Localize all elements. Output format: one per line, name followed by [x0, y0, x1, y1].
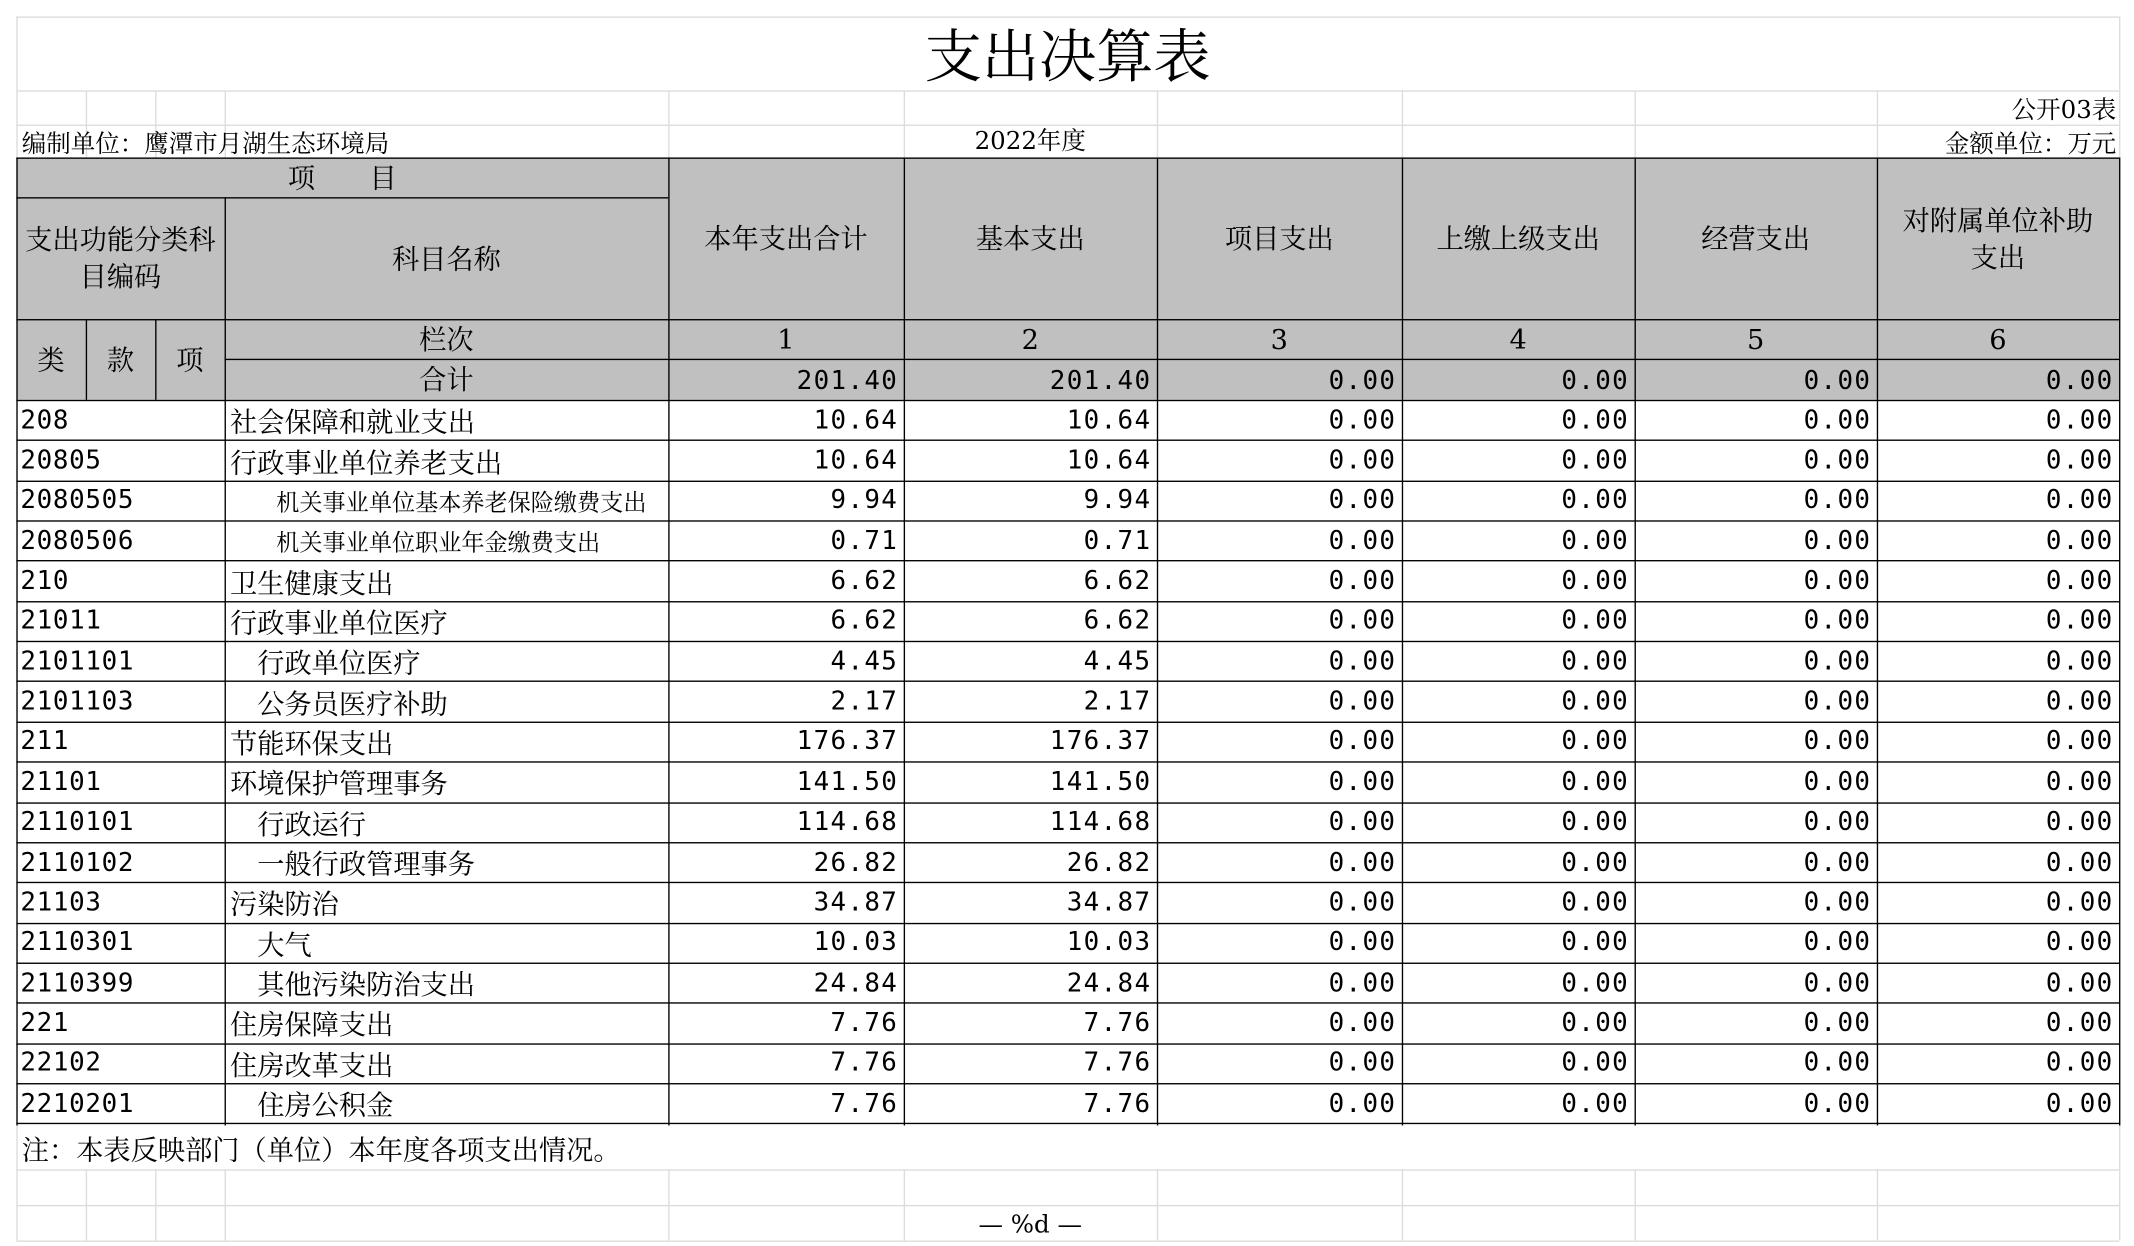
row-value-3: 0.00 — [1328, 806, 1397, 837]
row-subject-name: 污染防治 — [230, 887, 339, 921]
page-number-footer: — %d — — [978, 1209, 1083, 1239]
gridline-v — [155, 1169, 156, 1240]
row-value-2: 176.37 — [1049, 726, 1152, 757]
row-value-1: 141.50 — [796, 766, 899, 797]
row-value-1: 7.76 — [830, 1047, 899, 1078]
row-value-6: 0.00 — [2045, 806, 2114, 837]
row-value-4: 0.00 — [1561, 445, 1630, 476]
row-value-3: 0.00 — [1328, 565, 1397, 596]
row-value-1: 10.64 — [813, 445, 899, 476]
row-value-5: 0.00 — [1803, 967, 1872, 998]
total-value-3: 0.00 — [1328, 364, 1397, 396]
row-value-4: 0.00 — [1561, 766, 1630, 797]
row-value-1: 0.71 — [830, 525, 899, 556]
row-value-1: 10.64 — [813, 404, 899, 435]
gridline-v — [1402, 1169, 1403, 1240]
row-value-5: 0.00 — [1803, 1007, 1872, 1038]
row-value-5: 0.00 — [1803, 565, 1872, 596]
row-value-5: 0.00 — [1803, 404, 1872, 435]
row-value-6: 0.00 — [2045, 605, 2114, 636]
row-value-5: 0.00 — [1803, 887, 1872, 918]
total-label: 合计 — [419, 362, 474, 396]
row-value-3: 0.00 — [1328, 605, 1397, 636]
row-value-5: 0.00 — [1803, 806, 1872, 837]
row-code: 21011 — [20, 605, 102, 636]
gridline-v — [86, 1169, 87, 1240]
row-value-3: 0.00 — [1328, 485, 1397, 516]
row-value-5: 0.00 — [1803, 1047, 1872, 1078]
row-value-2: 34.87 — [1066, 887, 1152, 918]
row-value-4: 0.00 — [1561, 887, 1630, 918]
row-value-6: 0.00 — [2045, 846, 2114, 878]
row-value-6: 0.00 — [2045, 927, 2114, 958]
header-func-code: 支出功能分类科目编码 — [25, 223, 216, 294]
row-value-3: 0.00 — [1328, 686, 1397, 717]
row-value-4: 0.00 — [1561, 645, 1630, 677]
row-value-2: 10.64 — [1066, 445, 1152, 476]
gridline-v — [2119, 90, 2120, 157]
row-value-4: 0.00 — [1561, 605, 1630, 636]
total-value-5: 0.00 — [1803, 364, 1872, 396]
header-xiang: 项 — [176, 342, 204, 376]
row-value-6: 0.00 — [2045, 485, 2114, 516]
row-value-1: 4.45 — [830, 645, 899, 677]
gridline-v — [1635, 90, 1636, 157]
currency-unit: 金额单位：万元 — [1944, 129, 2117, 159]
row-value-1: 24.84 — [813, 967, 899, 998]
row-value-2: 7.76 — [1083, 1007, 1152, 1038]
row-code: 2110101 — [20, 806, 135, 837]
row-subject-name: 机关事业单位职业年金缴费支出 — [276, 530, 601, 558]
total-value-6: 0.00 — [2045, 364, 2114, 396]
gridline-v — [1635, 1169, 1636, 1240]
row-value-2: 6.62 — [1083, 605, 1152, 636]
row-value-2: 26.82 — [1066, 846, 1152, 878]
border-v — [2119, 157, 2120, 1125]
row-value-2: 7.76 — [1083, 1088, 1152, 1119]
form-code: 公开03表 — [2011, 95, 2117, 124]
row-code: 221 — [20, 1007, 70, 1038]
fiscal-year: 2022年度 — [974, 127, 1086, 157]
row-subject-name: 一般行政管理事务 — [257, 847, 475, 881]
gridline-v — [1157, 1169, 1158, 1240]
row-code: 2101103 — [20, 686, 135, 717]
row-subject-name: 住房公积金 — [257, 1088, 394, 1122]
row-subject-name: 机关事业单位基本养老保险缴费支出 — [276, 489, 647, 518]
row-value-4: 0.00 — [1561, 806, 1630, 837]
row-value-6: 0.00 — [2045, 1047, 2114, 1078]
gridline-v — [2119, 1169, 2120, 1240]
row-value-4: 0.00 — [1561, 404, 1630, 435]
row-value-6: 0.00 — [2045, 445, 2114, 476]
row-value-1: 2.17 — [830, 686, 899, 717]
row-value-3: 0.00 — [1328, 525, 1397, 556]
row-value-1: 26.82 — [813, 846, 899, 878]
row-value-4: 0.00 — [1561, 927, 1630, 958]
row-value-2: 141.50 — [1049, 766, 1152, 797]
header-col2: 基本支出 — [975, 221, 1085, 255]
row-value-4: 0.00 — [1561, 1007, 1630, 1038]
row-value-3: 0.00 — [1328, 726, 1397, 757]
row-value-5: 0.00 — [1803, 605, 1872, 636]
header-lanci: 栏次 — [419, 322, 474, 356]
row-value-6: 0.00 — [2045, 645, 2114, 677]
row-value-1: 10.03 — [813, 927, 899, 958]
reporting-unit: 编制单位：鹰潭市月湖生态环境局 — [21, 129, 390, 159]
row-value-1: 7.76 — [830, 1088, 899, 1119]
row-code: 210 — [20, 565, 70, 596]
row-value-5: 0.00 — [1803, 686, 1872, 717]
row-value-6: 0.00 — [2045, 1007, 2114, 1038]
row-value-2: 6.62 — [1083, 565, 1152, 596]
row-code: 21101 — [20, 766, 102, 797]
header-n1: 1 — [777, 322, 795, 356]
header-lei: 类 — [37, 342, 65, 376]
row-value-6: 0.00 — [2045, 967, 2114, 998]
row-value-4: 0.00 — [1561, 846, 1630, 878]
row-value-2: 114.68 — [1049, 806, 1152, 837]
page-title: 支出决算表 — [924, 22, 1211, 90]
row-subject-name: 住房保障支出 — [230, 1008, 394, 1042]
row-code: 2080506 — [20, 525, 135, 556]
table-note: 注：本表反映部门（单位）本年度各项支出情况。 — [21, 1133, 621, 1166]
row-subject-name: 环境保护管理事务 — [230, 767, 448, 801]
row-value-4: 0.00 — [1561, 525, 1630, 556]
row-code: 2110399 — [20, 967, 135, 998]
header-col3: 项目支出 — [1224, 221, 1334, 255]
row-value-2: 4.45 — [1083, 645, 1152, 677]
row-value-1: 34.87 — [813, 887, 899, 918]
total-value-1: 201.40 — [796, 364, 899, 396]
row-value-2: 7.76 — [1083, 1047, 1152, 1078]
row-subject-name: 公务员医疗补助 — [257, 686, 448, 720]
gridline-v — [1157, 90, 1158, 157]
header-n4: 4 — [1509, 322, 1527, 356]
gridline-v — [1402, 90, 1403, 157]
header-item: 项 目 — [287, 160, 397, 194]
total-value-4: 0.00 — [1561, 364, 1630, 396]
row-code: 21103 — [20, 887, 102, 918]
row-value-3: 0.00 — [1328, 927, 1397, 958]
row-value-6: 0.00 — [2045, 525, 2114, 556]
row-code: 2110301 — [20, 927, 135, 958]
row-value-2: 10.64 — [1066, 404, 1152, 435]
row-subject-name: 节能环保支出 — [230, 727, 394, 760]
row-value-2: 24.84 — [1066, 967, 1152, 998]
row-subject-name: 其他污染防治支出 — [257, 968, 475, 1001]
gridline-v — [16, 90, 17, 157]
header-n6: 6 — [1989, 322, 2007, 356]
row-value-6: 0.00 — [2045, 726, 2114, 757]
header-col4: 上缴上级支出 — [1436, 221, 1600, 255]
row-value-5: 0.00 — [1803, 927, 1872, 958]
row-value-1: 114.68 — [796, 806, 899, 837]
row-code: 2110102 — [20, 846, 135, 878]
row-value-3: 0.00 — [1328, 967, 1397, 998]
row-value-3: 0.00 — [1328, 887, 1397, 918]
row-value-3: 0.00 — [1328, 846, 1397, 878]
row-value-4: 0.00 — [1561, 485, 1630, 516]
row-code: 22102 — [20, 1047, 102, 1078]
row-value-3: 0.00 — [1328, 445, 1397, 476]
row-value-3: 0.00 — [1328, 404, 1397, 435]
row-subject-name: 大气 — [257, 927, 312, 961]
gridline-v — [16, 1169, 17, 1240]
header-col6: 对附属单位补助支出 — [1902, 203, 2094, 274]
row-value-6: 0.00 — [2045, 1088, 2114, 1119]
gridline-v — [2119, 1126, 2120, 1170]
row-value-6: 0.00 — [2045, 766, 2114, 797]
gridline-v — [1877, 1169, 1878, 1240]
row-subject-name: 行政事业单位医疗 — [230, 606, 448, 640]
row-value-1: 7.76 — [830, 1007, 899, 1038]
header-n5: 5 — [1746, 322, 1765, 356]
total-value-2: 201.40 — [1049, 364, 1152, 396]
row-value-2: 0.71 — [1083, 525, 1152, 556]
row-value-5: 0.00 — [1803, 445, 1872, 476]
header-col5: 经营支出 — [1701, 221, 1811, 255]
row-value-6: 0.00 — [2045, 686, 2114, 717]
row-code: 20805 — [20, 445, 102, 476]
gridline-v — [668, 1169, 669, 1240]
row-subject-name: 行政事业单位养老支出 — [230, 445, 503, 479]
row-value-1: 176.37 — [796, 726, 899, 757]
row-value-5: 0.00 — [1803, 726, 1872, 757]
gridline-v — [668, 90, 669, 157]
row-value-1: 6.62 — [830, 565, 899, 596]
row-value-3: 0.00 — [1328, 645, 1397, 677]
header-subject-name: 科目名称 — [391, 241, 501, 275]
row-value-2: 10.03 — [1066, 927, 1152, 958]
row-value-5: 0.00 — [1803, 1088, 1872, 1119]
row-code: 208 — [20, 404, 70, 435]
header-col1: 本年支出合计 — [704, 221, 868, 255]
row-value-6: 0.00 — [2045, 887, 2114, 918]
row-subject-name: 卫生健康支出 — [230, 566, 394, 600]
row-value-4: 0.00 — [1561, 686, 1630, 717]
row-subject-name: 行政运行 — [257, 807, 367, 841]
gridline-v — [2119, 16, 2120, 90]
row-value-4: 0.00 — [1561, 565, 1630, 596]
header-n2: 2 — [1021, 322, 1039, 356]
row-subject-name: 社会保障和就业支出 — [230, 405, 475, 439]
gridline-v — [16, 1126, 17, 1170]
row-value-3: 0.00 — [1328, 1007, 1397, 1038]
row-value-6: 0.00 — [2045, 404, 2114, 435]
header-n3: 3 — [1270, 322, 1288, 356]
row-value-6: 0.00 — [2045, 565, 2114, 596]
row-value-5: 0.00 — [1803, 485, 1872, 516]
row-subject-name: 行政单位医疗 — [257, 646, 421, 680]
row-value-1: 9.94 — [830, 485, 899, 516]
row-code: 2210201 — [20, 1088, 135, 1119]
row-value-3: 0.00 — [1328, 1047, 1397, 1078]
row-code: 2080505 — [20, 485, 135, 516]
gridline-h — [16, 1169, 2119, 1170]
row-value-5: 0.00 — [1803, 846, 1872, 878]
row-value-5: 0.00 — [1803, 766, 1872, 797]
row-code: 211 — [20, 726, 70, 757]
row-subject-name: 住房改革支出 — [230, 1048, 394, 1082]
row-value-5: 0.00 — [1803, 645, 1872, 677]
row-value-4: 0.00 — [1561, 726, 1630, 757]
row-value-2: 9.94 — [1083, 485, 1152, 516]
row-value-5: 0.00 — [1803, 525, 1872, 556]
row-code: 2101101 — [20, 645, 135, 677]
row-value-3: 0.00 — [1328, 1088, 1397, 1119]
header-kuan: 款 — [106, 342, 135, 376]
row-value-3: 0.00 — [1328, 766, 1397, 797]
row-value-4: 0.00 — [1561, 1047, 1630, 1078]
row-value-2: 2.17 — [1083, 686, 1152, 717]
row-value-4: 0.00 — [1561, 967, 1630, 998]
gridline-v — [225, 1169, 226, 1240]
row-value-4: 0.00 — [1561, 1088, 1630, 1119]
row-value-1: 6.62 — [830, 605, 899, 636]
